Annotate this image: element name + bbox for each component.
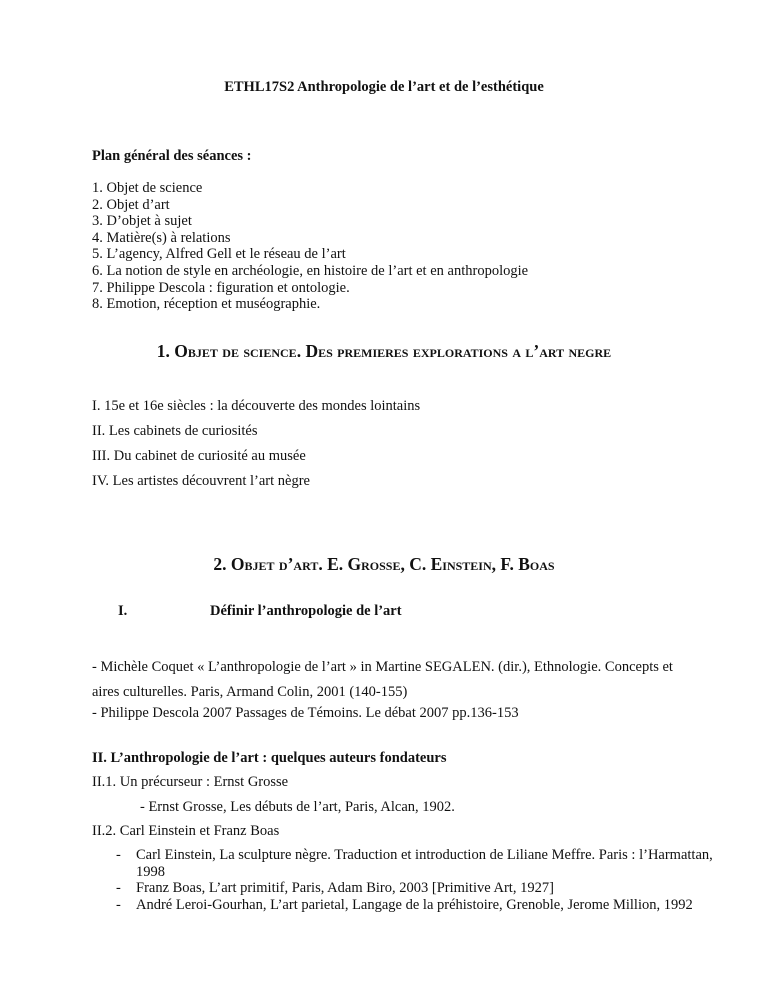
plan-item: 3. D’objet à sujet <box>92 213 192 230</box>
reference-grosse: - Ernst Grosse, Les débuts de l’art, Paris, Alcan, 1902. <box>140 799 455 815</box>
bullet-text: André Leroi-Gourhan, L’art parietal, Langage de la préhistoire, Grenoble, Jerome Million, 1992 <box>136 896 693 913</box>
plan-list <box>92 180 528 313</box>
section-1-item: III. Du cabinet de curiosité au musée <box>92 448 306 464</box>
plan-heading: Plan général des séances : <box>92 148 252 164</box>
plan-item: 7. Philippe Descola : figuration et ontologie. <box>92 279 350 296</box>
plan-item: 5. L’agency, Alfred Gell et le réseau de l’art <box>92 246 346 263</box>
document-title: ETHL17S2 Anthropologie de l’art et de l’esthétique <box>224 79 544 95</box>
bullet-dash: - <box>116 880 121 897</box>
bullet-list <box>92 847 732 913</box>
section-2-heading: 2. Objet d’art. E. Grosse, C. Einstein, F. Boas <box>213 554 555 574</box>
part-2-title: II. L’anthropologie de l’art : quelques auteurs fondateurs <box>92 750 447 766</box>
part-1-title: Définir l’anthropologie de l’art <box>210 603 402 619</box>
plan-item: 8. Emotion, réception et muséographie. <box>92 296 321 313</box>
plan-item: 2. Objet d’art <box>92 196 170 213</box>
section-1-item: IV. Les artistes découvrent l’art nègre <box>92 473 310 489</box>
reference-coquet: - Michèle Coquet « L’anthropologie de l’art » in Martine SEGALEN. (dir.), Ethnologie. Concepts et aires culturelles. Paris, Armand Colin, 2001 (140-155) <box>92 659 673 700</box>
bullet-item <box>92 897 732 914</box>
section-1-item: II. Les cabinets de curiosités <box>92 423 258 439</box>
bullet-dash: - <box>116 896 121 913</box>
bullet-item <box>92 847 732 880</box>
plan-item: 1. Objet de science <box>92 180 203 196</box>
subsection-2-title: II.2. Carl Einstein et Franz Boas <box>92 823 280 839</box>
section-1-heading: 1. Objet de science. Des premieres explorations a l’art negre <box>156 341 612 361</box>
reference-descola: - Philippe Descola 2007 Passages de Témoins. Le débat 2007 pp.136-153 <box>92 705 519 721</box>
section-1-item: I. 15e et 16e siècles : la découverte des mondes lointains <box>92 398 421 414</box>
bullet-text: Franz Boas, L’art primitif, Paris, Adam Biro, 2003 [Primitive Art, 1927] <box>136 880 554 897</box>
bullet-dash: - <box>116 847 121 863</box>
part-1-number: I. <box>118 603 128 619</box>
plan-item: 4. Matière(s) à relations <box>92 229 231 246</box>
subsection-1-title: II.1. Un précurseur : Ernst Grosse <box>92 774 289 790</box>
bullet-text: Carl Einstein, La sculpture nègre. Traduction et introduction de Liliane Meffre. Paris : l’Harmattan, 1998 <box>136 847 713 880</box>
plan-item: 6. La notion de style en archéologie, en histoire de l’art et en anthropologie <box>92 262 529 279</box>
bullet-item <box>92 880 732 897</box>
